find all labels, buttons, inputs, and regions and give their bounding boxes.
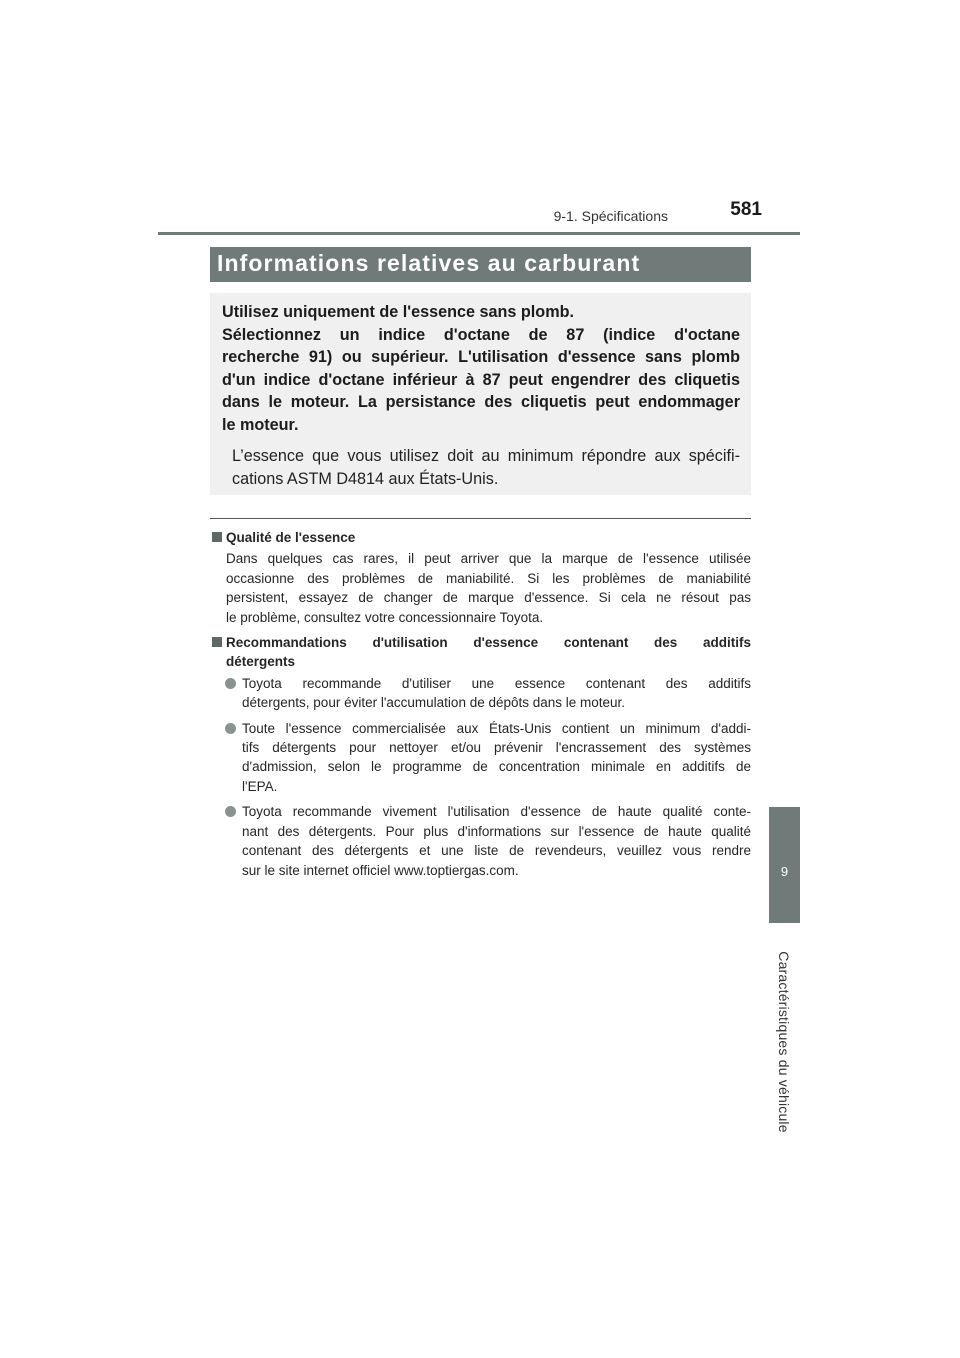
- list-item-text: [242, 802, 751, 880]
- intro-note-line: cations ASTM D4814 aux États-Unis.: [232, 469, 499, 488]
- list-item-line: détergents, pour éviter l'accumulation de dépôts dans le moteur.: [242, 695, 626, 711]
- content-divider: [210, 518, 751, 519]
- list-item-text: [242, 674, 751, 713]
- intro-bold-line: Sélectionnez un indice d'octane de 87 (indice d'octane: [222, 325, 740, 344]
- list-item-line: Toute l'essence commercialisée aux États-Unis contient un minimum d'addi-: [242, 720, 751, 736]
- fuel-quality-paragraph: [210, 549, 751, 627]
- intro-bold-text: [222, 301, 740, 436]
- paragraph-line: Dans quelques cas rares, il peut arriver que la marque de l'essence utilisée: [226, 551, 751, 567]
- list-item-line: sur le site internet officiel www.toptiergas.com.: [242, 862, 519, 878]
- paragraph-line: occasionne des problèmes de maniabilité. Si les problèmes de maniabilité: [226, 570, 751, 586]
- list-item-text: [242, 719, 751, 797]
- list-item-line: Toyota recommande vivement l'utilisation d'essence de haute qualité conte-: [242, 804, 751, 820]
- paragraph-line: persistent, essayez de changer de marque d'essence. Si cela ne résout pas: [226, 590, 751, 606]
- list-item-line: nant des détergents. Pour plus d'informations sur l'essence de haute qualité: [242, 823, 751, 839]
- list-item-line: l'EPA.: [242, 778, 278, 794]
- header-rule: [158, 232, 800, 235]
- paragraph-line: le problème, consultez votre concessionnaire Toyota.: [226, 609, 544, 625]
- chapter-tab-number: 9: [780, 864, 789, 879]
- intro-note-line: L’essence que vous utilisez doit au minimum répondre aux spécifi-: [232, 447, 740, 465]
- page-title: Informations relatives au carburant: [217, 250, 641, 276]
- section-heading-detergent: [210, 633, 751, 672]
- bullet-dot-icon: [225, 723, 236, 734]
- square-bullet-icon: [212, 532, 222, 542]
- section-heading-line: détergents: [226, 654, 296, 670]
- section-heading-fuel-quality: [210, 528, 751, 547]
- intro-bold-line: dans le moteur. La persistance des cliquetis peut endommager: [222, 393, 740, 411]
- list-item: [210, 674, 751, 713]
- bullet-dot-icon: [225, 806, 236, 817]
- list-item-line: Toyota recommande d'utiliser une essence contenant des additifs: [242, 675, 751, 691]
- page-number: 581: [730, 199, 762, 220]
- section-heading-line: Recommandations d'utilisation d'essence contenant des additifs: [226, 635, 751, 651]
- square-bullet-icon: [212, 637, 222, 647]
- intro-bold-line: recherche 91) ou supérieur. L'utilisation d'essence sans plomb: [222, 348, 740, 366]
- intro-bold-line: Utilisez uniquement de l'essence sans plomb.: [222, 303, 574, 321]
- section-header: 9-1. Spécifications: [553, 208, 668, 224]
- list-item-line: contenant des détergents et une liste de revendeurs, veuillez vous rendre: [242, 843, 751, 859]
- bullet-dot-icon: [225, 678, 236, 689]
- title-bar: [210, 247, 751, 282]
- intro-note-text: [232, 445, 740, 490]
- intro-bold-line: d'un indice d'octane inférieur à 87 peut engendrer des cliquetis: [222, 370, 740, 389]
- intro-bold-line: le moteur.: [222, 415, 299, 434]
- list-item-line: d'admission, selon le programme de concentration minimale en additifs de: [242, 759, 751, 775]
- intro-box: [210, 293, 751, 495]
- list-item: [210, 802, 751, 880]
- list-item-line: tifs détergents pour nettoyer et/ou prévenir l'encrassement des systèmes: [242, 740, 751, 756]
- chapter-label: Caractéristiques du véhicule: [776, 951, 792, 1133]
- section-heading-line: Qualité de l'essence: [226, 530, 356, 545]
- content: [210, 528, 751, 886]
- list-item: [210, 719, 751, 797]
- chapter-tab[interactable]: [769, 807, 800, 923]
